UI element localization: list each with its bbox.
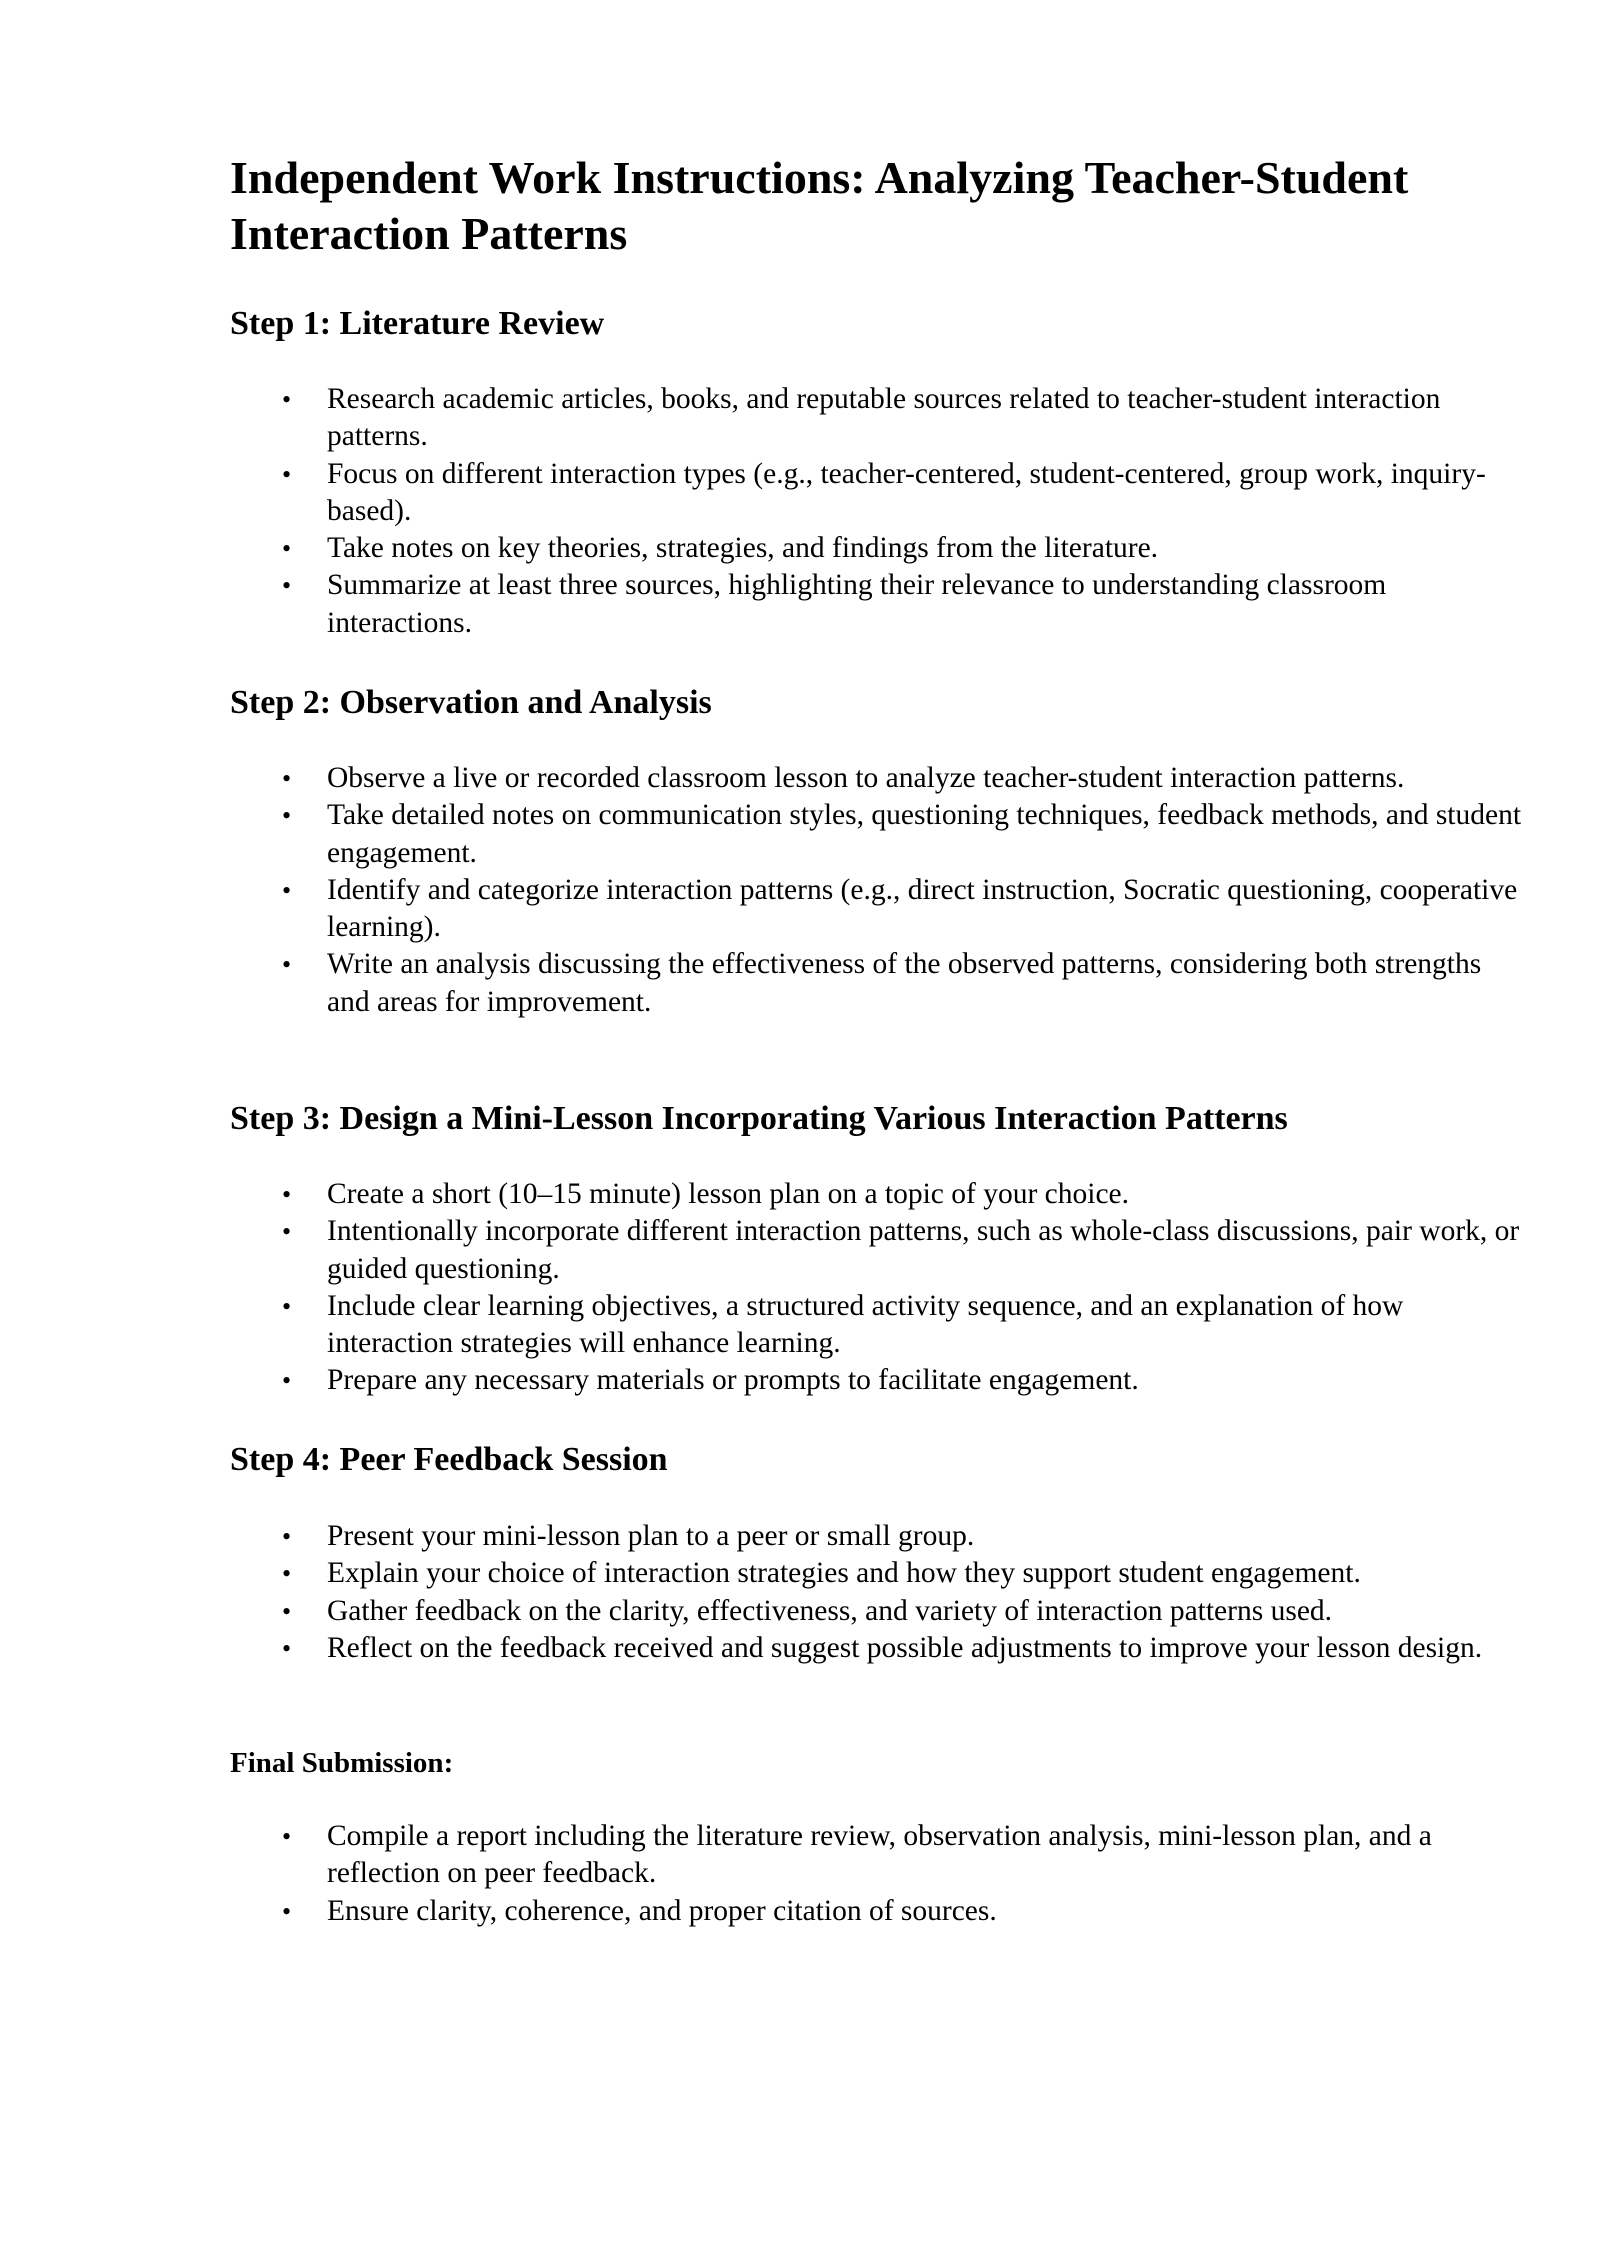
section-step-2 <box>230 681 1530 725</box>
document-title: Independent Work Instructions: Analyzing Teacher-Student Interaction Patterns <box>230 152 1409 259</box>
list-item-text: Observe a live or recorded classroom lesson to analyze teacher-student interaction patterns. <box>327 762 1405 794</box>
list-item-text: Prepare any necessary materials or prompts to facilitate engagement. <box>327 1364 1139 1397</box>
list-item-text: Create a short (10–15 minute) lesson plan on a topic of your choice. <box>327 1178 1130 1210</box>
bullet-icon: • <box>282 764 292 793</box>
list-item <box>230 1362 1527 1399</box>
list-item-text: Ensure clarity, coherence, and proper citation of sources. <box>327 1894 997 1927</box>
section-heading: Step 2: Observation and Analysis <box>230 684 712 721</box>
list-item <box>230 1893 1527 1930</box>
list-item <box>230 872 1527 947</box>
list-item-text: Write an analysis discussing the effectiveness of the observed patterns, considering both strengths and areas for improvement. <box>327 948 1482 1018</box>
list-item-text: Reflect on the feedback received and suggest possible adjustments to improve your lesson design. <box>327 1631 1483 1664</box>
section-final-submission <box>230 1743 1530 1783</box>
list-item <box>230 1818 1527 1893</box>
list-item-text: Focus on different interaction types (e.g., teacher-centered, student-centered, group work, inquiry-based). <box>327 457 1486 527</box>
list-item-text: Intentionally incorporate different interaction patterns, such as whole-class discussions, pair work, or guided questioning. <box>327 1215 1520 1285</box>
bullet-icon: • <box>282 1522 292 1551</box>
bullet-icon: • <box>282 1596 292 1626</box>
bullet-icon: • <box>282 1896 292 1926</box>
section-heading: Step 3: Design a Mini-Lesson Incorporating Various Interaction Patterns <box>230 1100 1288 1137</box>
bullet-icon: • <box>282 801 292 831</box>
list-item <box>230 1518 1527 1555</box>
list-item-text: Identify and categorize interaction patterns (e.g., direct instruction, Socratic questioning, cooperative learning). <box>327 873 1518 944</box>
bullet-icon: • <box>282 1180 292 1209</box>
list-item <box>230 456 1527 531</box>
list-item-text: Gather feedback on the clarity, effectiveness, and variety of interaction patterns used. <box>327 1594 1333 1627</box>
list-item <box>230 530 1527 567</box>
section-heading: Step 1: Literature Review <box>230 305 605 342</box>
bullet-icon: • <box>282 1217 292 1247</box>
section-step-1 <box>230 302 1530 346</box>
section-step-4 <box>230 1438 1530 1482</box>
bullet-icon: • <box>282 950 292 980</box>
list-item <box>230 797 1527 872</box>
bullet-icon: • <box>282 1822 292 1851</box>
bullet-list <box>230 381 1530 642</box>
list-item <box>230 1593 1527 1630</box>
list-item <box>230 1176 1527 1213</box>
list-item <box>230 1213 1527 1288</box>
bullet-icon: • <box>282 385 292 414</box>
bullet-icon: • <box>282 1366 292 1396</box>
list-item <box>230 1630 1527 1667</box>
bullet-icon: • <box>282 1633 292 1663</box>
bullet-icon: • <box>282 534 292 564</box>
list-item-text: Compile a report including the literature review, observation analysis, mini-lesson plan, and a reflection on peer feedback. <box>327 1820 1432 1890</box>
list-item-text: Take detailed notes on communication styles, questioning techniques, feedback methods, and student engagement. <box>327 799 1522 869</box>
bullet-icon: • <box>282 459 292 489</box>
bullet-list <box>230 1818 1530 1930</box>
list-item-text: Present your mini-lesson plan to a peer or small group. <box>327 1520 975 1552</box>
bullet-icon: • <box>282 1559 292 1589</box>
bullet-list <box>230 1518 1530 1667</box>
list-item <box>230 1555 1527 1592</box>
section-heading: Final Submission: <box>230 1747 454 1779</box>
list-item-text: Research academic articles, books, and reputable sources related to teacher-student interaction patterns. <box>327 383 1441 453</box>
bullet-list <box>230 1176 1530 1400</box>
list-item-text: Take notes on key theories, strategies, and findings from the literature. <box>327 532 1159 565</box>
list-item <box>230 381 1527 456</box>
section-heading: Step 4: Peer Feedback Session <box>230 1441 668 1478</box>
bullet-icon: • <box>282 875 292 905</box>
bullet-icon: • <box>282 571 292 601</box>
bullet-icon: • <box>282 1291 292 1321</box>
bullet-list <box>230 760 1530 1021</box>
list-item <box>230 1288 1527 1363</box>
list-item-text: Include clear learning objectives, a structured activity sequence, and an explanation of how interaction strategies will enhance learning. <box>327 1289 1404 1360</box>
section-step-3 <box>230 1097 1530 1141</box>
list-item <box>230 760 1527 797</box>
list-item <box>230 567 1527 642</box>
list-item-text: Explain your choice of interaction strategies and how they support student engagement. <box>327 1557 1361 1590</box>
list-item <box>230 946 1527 1021</box>
list-item-text: Summarize at least three sources, highlighting their relevance to understanding classroom interactions. <box>327 569 1387 639</box>
